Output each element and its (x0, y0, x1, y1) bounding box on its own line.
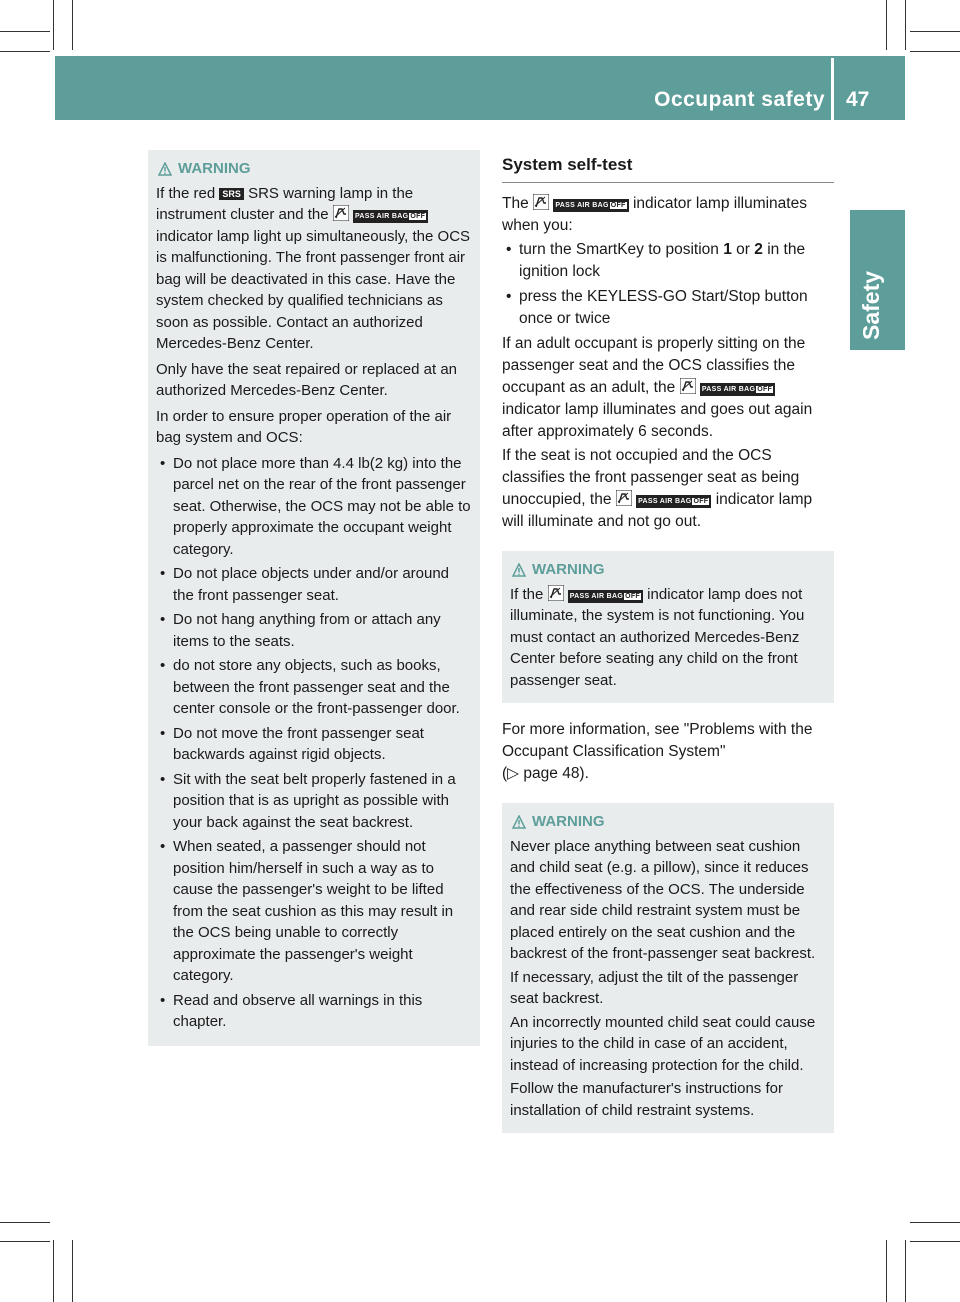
text-span: indicator lamp does not illuminate, the system is not functioning. You must contact an authorized Mercedes-Benz Center before seating any child on the front passenger seat. (510, 585, 805, 689)
crop-mark (0, 1222, 50, 1223)
crop-mark (53, 1240, 54, 1302)
pass-air-bag-off-icon (553, 199, 628, 212)
pass-air-bag-off-icon (353, 210, 428, 223)
list-item: • Read and observe all warnings in this chapter. (156, 990, 472, 1033)
warning-heading-text: WARNING (178, 160, 251, 177)
crop-mark (910, 1222, 960, 1223)
position-number: 2 (754, 241, 763, 258)
bag-text: PASS AIR BAG (638, 498, 692, 505)
off-text: OFF (610, 202, 626, 209)
child-seat-indicator-icon (533, 194, 549, 210)
child-seat-indicator-icon (616, 490, 632, 506)
text-span: If the red (156, 184, 216, 202)
warning-paragraph: If necessary, adjust the tilt of the passenger seat backrest. (510, 968, 799, 1007)
warning-heading-text: WARNING (532, 561, 605, 578)
list-item: • Do not hang anything from or attach any items to the seats. (156, 609, 472, 652)
pass-air-bag-off-icon (700, 383, 775, 396)
crop-mark (0, 1241, 50, 1242)
paragraph (502, 719, 834, 785)
off-text: OFF (693, 498, 709, 505)
crop-mark (910, 31, 960, 32)
off-text: OFF (757, 386, 773, 393)
warning-box-1 (148, 150, 480, 1046)
crop-mark (886, 1240, 887, 1302)
warning-paragraph: In order to ensure proper operation of the air bag system and OCS: (156, 407, 452, 446)
text-span: in the ignition lock (519, 241, 806, 280)
warning-triangle-icon (512, 815, 526, 829)
warning-paragraph (156, 183, 472, 355)
warning-heading (156, 158, 472, 180)
warning-triangle-icon (158, 162, 172, 176)
off-text: OFF (625, 592, 640, 600)
section-title: System self-test (502, 150, 834, 183)
bag-text: PASS AIR BAG (354, 213, 409, 220)
text-span: or (736, 241, 750, 258)
warning-paragraph (510, 584, 826, 692)
paragraph (502, 333, 834, 443)
warning-triangle-icon (512, 563, 526, 577)
list-item: • Do not place objects under and/or around the front passenger seat. (156, 563, 472, 606)
page-number: 47 (846, 88, 870, 111)
bag-text: PASS AIR BAG (701, 386, 756, 393)
text-span: indicator lamp will illuminate and not go out. (502, 491, 813, 530)
crop-mark (910, 1241, 960, 1242)
page-reference-link[interactable]: page 48). (523, 765, 589, 782)
text-span: indicator lamp illuminates and goes out again after approximately 6 seconds. (502, 401, 813, 440)
child-seat-indicator-icon (548, 585, 564, 601)
text-span: turn the SmartKey to position (519, 241, 719, 258)
page-ref-arrow-icon: (▷ (502, 765, 520, 782)
warning-paragraph: Only have the seat repaired or replaced at an authorized Mercedes-Benz Center. (156, 360, 458, 399)
crop-mark (910, 51, 960, 52)
header-divider (831, 58, 834, 120)
crop-mark (0, 31, 50, 32)
child-seat-indicator-icon (333, 205, 349, 221)
crop-mark (72, 1240, 73, 1302)
srs-indicator-icon: SRS (219, 188, 244, 200)
list-item: • Do not place more than 4.4 lb(2 kg) into the parcel net on the rear of the front passenger seat. Otherwise, the OCS may not be able to properly approximate the occupant weight category. (156, 453, 472, 561)
right-column (502, 150, 834, 1133)
bag-text: PASS AIR BAG (555, 202, 609, 209)
text-span: indicator lamp light up simultaneously, the OCS is malfunctioning. The front passenger front air bag will be deactivated in this case. Have the system checked by qualified technicians as soon as possible. Contact an authorized Mercedes-Benz Center. (156, 227, 471, 352)
bag-text: PASS AIR BAG (569, 592, 624, 600)
warning-paragraph: Never place anything between seat cushion and child seat (e.g. a pillow), since it reduces the effectiveness of the OCS. The underside and rear side child restraint system must be placed entirely on the seat cushion and the backrest of the front-passenger seat backrest. (510, 837, 816, 962)
text-span: If an adult occupant is properly sitting on the passenger seat and the OCS classifies the occupant as an adult, the (502, 335, 806, 396)
warning-box-2 (502, 551, 834, 703)
text-span: If the seat is not occupied and the OCS classifies the front passenger seat as being unoccupied, the (502, 447, 800, 508)
crop-mark (886, 0, 887, 50)
list-item (502, 239, 834, 283)
pass-air-bag-off-icon (636, 495, 711, 508)
list-item: • When seated, a passenger should not position him/herself in such a way as to cause the passenger's weight to be lifted from the seat cushion as this may result in the OCS being unable to correctly approximate the passenger's weight category. (156, 836, 472, 987)
page-title: Occupant safety (654, 88, 825, 111)
off-text: OFF (410, 213, 426, 220)
crop-mark (905, 1240, 906, 1302)
bullet-list (502, 239, 834, 330)
position-number: 1 (723, 241, 732, 258)
warning-heading-text: WARNING (532, 813, 605, 830)
text-span: If the (510, 585, 544, 603)
crop-mark (0, 51, 50, 52)
list-item: • Do not move the front passenger seat backwards against rigid objects. (156, 723, 472, 766)
crop-mark (905, 0, 906, 50)
list-item: • do not store any objects, such as books, between the front passenger seat and the center console or the front-passenger door. (156, 655, 472, 720)
side-tab-label: Safety (858, 270, 884, 340)
child-seat-indicator-icon (680, 378, 696, 394)
warning-box-3 (502, 803, 834, 1133)
paragraph (502, 193, 834, 237)
warning-bullet-list (156, 453, 472, 1033)
warning-paragraph: Follow the manufacturer's instructions for installation of child restraint systems. (510, 1080, 783, 1119)
crop-mark (72, 0, 73, 50)
warning-heading (510, 811, 826, 833)
crop-mark (53, 0, 54, 50)
text-span: SRS warning lamp in the instrument cluster and the (156, 184, 414, 223)
warning-paragraph: An incorrectly mounted child seat could cause injuries to the child in case of an accident, instead of increasing protection for the child. (510, 1013, 816, 1074)
pass-air-bag-off-icon (568, 590, 643, 603)
text-span: indicator lamp illuminates when you: (502, 195, 807, 234)
warning-heading (510, 559, 826, 581)
paragraph (502, 445, 834, 533)
text-span: For more information, see "Problems with the Occupant Classification System" (502, 721, 813, 760)
text-span: The (502, 195, 529, 212)
list-item: • press the KEYLESS-GO Start/Stop button once or twice (502, 286, 834, 330)
list-item: • Sit with the seat belt properly fastened in a position that is as upright as possible with your back against the seat backrest. (156, 769, 472, 834)
